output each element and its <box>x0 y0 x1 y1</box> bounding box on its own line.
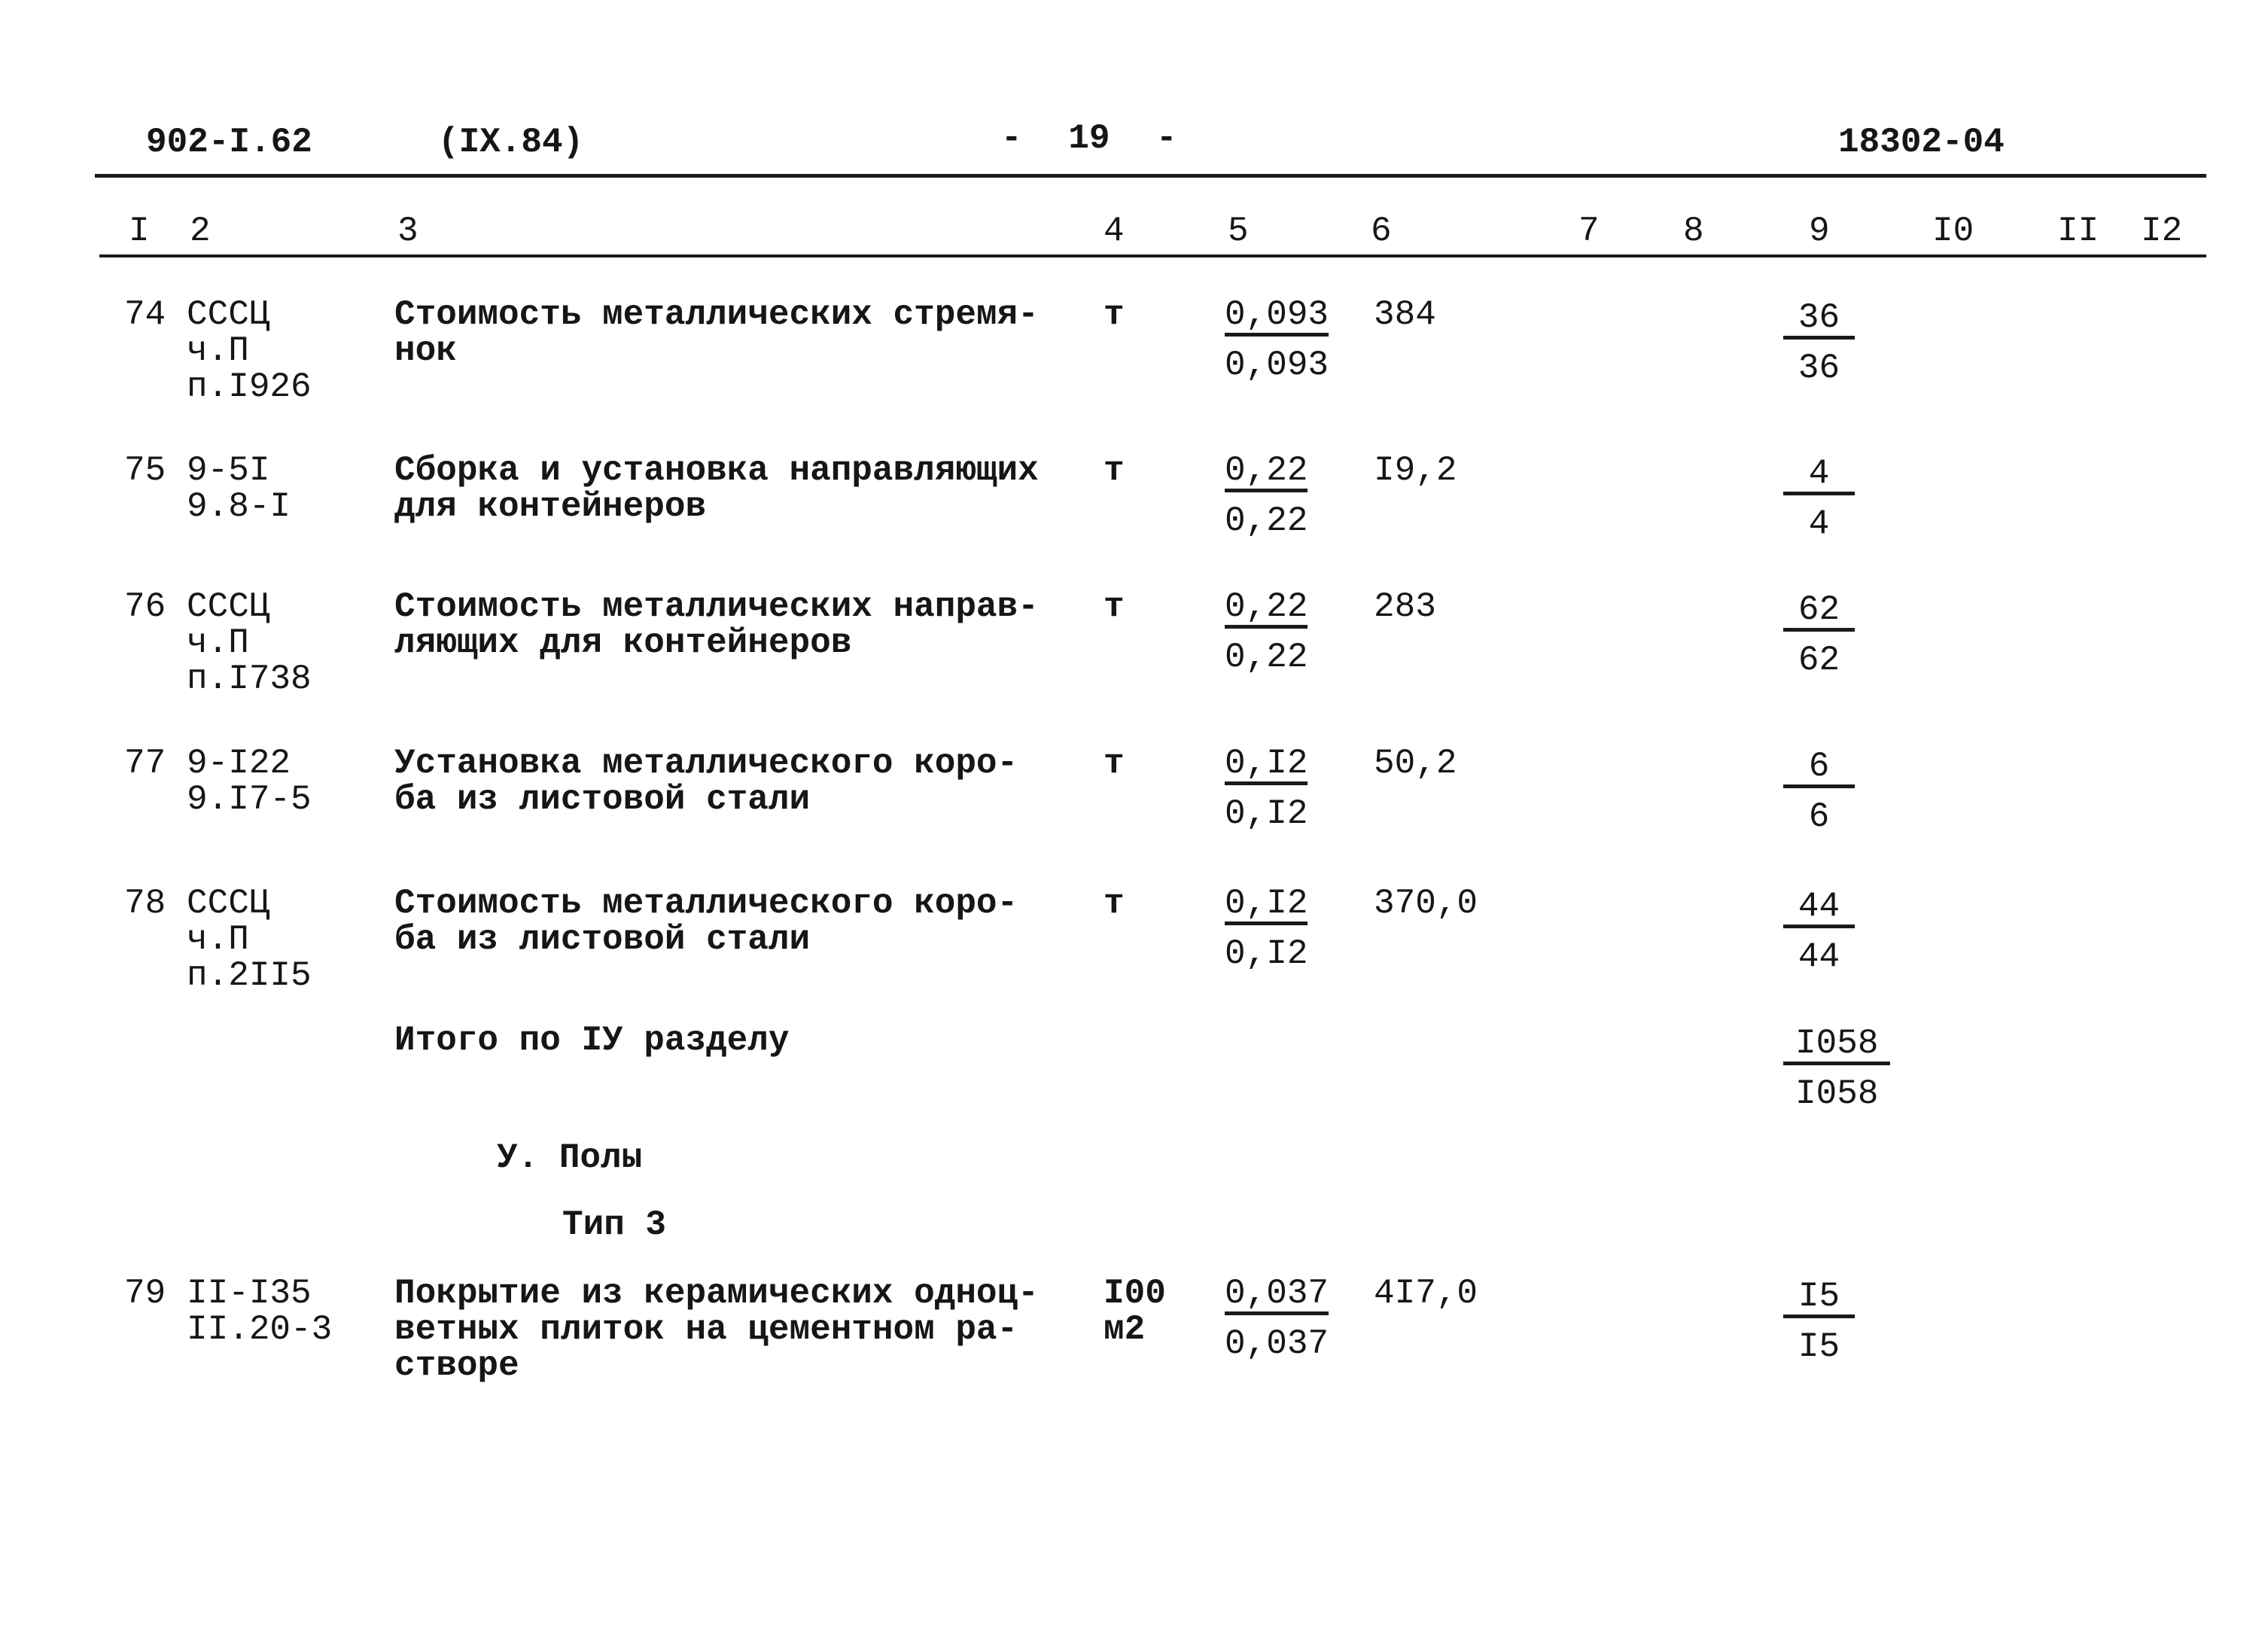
row-number: 79 <box>124 1274 166 1313</box>
description-line: Сборка и установка направляющих <box>394 451 1039 490</box>
description-line: нок <box>394 331 457 370</box>
unit <box>1104 452 1125 489</box>
quantity-bottom: 0,093 <box>1225 346 1329 385</box>
unit <box>1104 1275 1166 1348</box>
work-description <box>394 452 1039 525</box>
quantity-fraction <box>1225 589 1308 675</box>
rate-code <box>187 885 312 994</box>
cost-fraction <box>1783 748 1855 835</box>
unit-line: I00 <box>1104 1274 1166 1313</box>
unit <box>1104 745 1125 781</box>
rate-code <box>187 1275 332 1348</box>
rate-code <box>187 452 291 525</box>
unit-price: 283 <box>1374 587 1436 626</box>
total-cost <box>1783 1278 1855 1365</box>
description-line: Стоимость металлических стремя- <box>394 295 1039 334</box>
cost-fraction <box>1783 455 1855 542</box>
rate-code-line: 9-5I <box>187 451 270 490</box>
cost-top: I5 <box>1783 1278 1855 1318</box>
work-description <box>394 297 1039 369</box>
unit-price: 370,0 <box>1374 884 1478 923</box>
quantity <box>1225 589 1308 675</box>
cost-top: 4 <box>1783 455 1855 495</box>
cost-fraction <box>1783 1278 1855 1365</box>
rate-code-line: II.20-3 <box>187 1310 333 1349</box>
column-header-8: 8 <box>1683 212 1704 251</box>
quantity-fraction <box>1225 745 1308 832</box>
quantity-bottom: 0,037 <box>1225 1324 1329 1363</box>
rate-code-line: ч.П <box>187 920 249 959</box>
rate-code-line: ч.П <box>187 623 249 663</box>
cost-top: 36 <box>1783 300 1855 340</box>
section-title: У. Полы <box>497 1138 643 1177</box>
cost-top: I058 <box>1783 1025 1890 1065</box>
table-row <box>0 589 2268 702</box>
quantity-top: 0,I2 <box>1225 745 1308 785</box>
quantity <box>1225 452 1308 539</box>
row-number: 78 <box>124 884 166 923</box>
work-description <box>394 1275 1039 1384</box>
description-line: Стоимость металлического коро- <box>394 884 1018 923</box>
rate-code <box>187 745 312 818</box>
quantity-top: 0,037 <box>1225 1275 1329 1315</box>
document-code: 902-I.62 <box>146 123 312 162</box>
table-row <box>0 452 2268 565</box>
column-header-4: 4 <box>1104 212 1125 251</box>
cost-bottom: 6 <box>1808 797 1830 836</box>
description-line: ба из листовой стали <box>394 780 811 819</box>
quantity-bottom: 0,I2 <box>1225 934 1308 973</box>
cost-fraction <box>1783 1025 1890 1112</box>
cost-top: 62 <box>1783 592 1855 632</box>
unit <box>1104 297 1125 333</box>
unit-price: 384 <box>1374 295 1436 334</box>
quantity <box>1225 885 1308 972</box>
inventory-number: 18302-04 <box>1838 123 2005 162</box>
unit <box>1104 885 1125 922</box>
quantity-bottom: 0,22 <box>1225 638 1308 677</box>
description-line: для контейнеров <box>394 487 707 526</box>
unit-line: т <box>1104 451 1125 490</box>
description-line: Установка металлического коро- <box>394 744 1018 783</box>
rate-code-line: 9.8-I <box>187 487 291 526</box>
row-number: 77 <box>124 744 166 783</box>
quantity <box>1225 297 1329 383</box>
rate-code-line: 9.I7-5 <box>187 780 312 819</box>
rate-code-line: II-I35 <box>187 1274 312 1313</box>
total-cost <box>1783 888 1855 975</box>
section-total-cost <box>1783 1025 1890 1112</box>
unit <box>1104 589 1125 625</box>
cost-top: 6 <box>1783 748 1855 788</box>
section-subtitle: Тип 3 <box>562 1205 667 1244</box>
quantity-top: 0,I2 <box>1225 885 1308 925</box>
description-line: ба из листовой стали <box>394 920 811 959</box>
rate-code-line: п.2II5 <box>187 956 312 995</box>
cost-bottom: 4 <box>1808 504 1830 544</box>
section-total-row <box>0 1022 2268 1135</box>
work-description <box>394 589 1039 661</box>
rate-code <box>187 297 312 405</box>
quantity-fraction <box>1225 452 1308 539</box>
total-label-line: Итого по IУ разделу <box>394 1021 790 1060</box>
rate-code-line: ч.П <box>187 331 249 370</box>
description-line: ляющих для контейнеров <box>394 623 852 663</box>
rate-code-line: п.I926 <box>187 367 312 407</box>
rate-code <box>187 589 312 697</box>
total-cost <box>1783 300 1855 386</box>
rate-code-line: п.I738 <box>187 660 312 699</box>
cost-fraction <box>1783 592 1855 678</box>
unit-line: т <box>1104 884 1125 923</box>
rate-code-line: СССЦ <box>187 295 270 334</box>
work-description <box>394 745 1018 818</box>
cost-top: 44 <box>1783 888 1855 928</box>
row-number: 74 <box>124 295 166 334</box>
column-header-rule <box>99 254 2206 257</box>
cost-bottom: 36 <box>1798 349 1840 388</box>
quantity-bottom: 0,22 <box>1225 501 1308 541</box>
section-total-label <box>394 1022 790 1059</box>
column-header-6: 6 <box>1371 212 1392 251</box>
quantity <box>1225 745 1308 832</box>
description-line: ветных плиток на цементном ра- <box>394 1310 1018 1349</box>
column-header-10: I0 <box>1932 212 1974 251</box>
unit-line: т <box>1104 744 1125 783</box>
column-header-2: 2 <box>190 212 211 251</box>
quantity <box>1225 1275 1329 1362</box>
total-cost <box>1783 455 1855 542</box>
quantity-top: 0,22 <box>1225 452 1308 492</box>
quantity-fraction <box>1225 297 1329 383</box>
column-header-11: II <box>2057 212 2099 251</box>
work-description <box>394 885 1018 958</box>
quantity-fraction <box>1225 885 1308 972</box>
column-header-3: 3 <box>397 212 419 251</box>
header-top-rule <box>95 174 2206 178</box>
unit-line: м2 <box>1104 1310 1146 1349</box>
page-number: - 19 - <box>1001 119 1177 158</box>
row-number: 75 <box>124 451 166 490</box>
quantity-top: 0,22 <box>1225 589 1308 629</box>
unit-price: 4I7,0 <box>1374 1274 1478 1313</box>
total-cost <box>1783 592 1855 678</box>
column-header-9: 9 <box>1809 212 1830 251</box>
cost-fraction <box>1783 888 1855 975</box>
quantity-fraction <box>1225 1275 1329 1362</box>
unit-line: т <box>1104 295 1125 334</box>
cost-bottom: 62 <box>1798 641 1840 680</box>
rate-code-line: СССЦ <box>187 587 270 626</box>
description-line: Покрытие из керамических одноц- <box>394 1274 1039 1313</box>
column-header-12: I2 <box>2141 212 2183 251</box>
total-cost <box>1783 748 1855 835</box>
rate-code-line: СССЦ <box>187 884 270 923</box>
table-row <box>0 1275 2268 1388</box>
description-line: створе <box>394 1346 519 1385</box>
unit-price: I9,2 <box>1374 451 1457 490</box>
unit-line: т <box>1104 587 1125 626</box>
cost-bottom: I5 <box>1798 1327 1840 1366</box>
table-row <box>0 745 2268 858</box>
quantity-bottom: 0,I2 <box>1225 794 1308 833</box>
description-line: Стоимость металлических направ- <box>394 587 1039 626</box>
table-row <box>0 885 2268 998</box>
quantity-top: 0,093 <box>1225 297 1329 337</box>
row-number: 76 <box>124 587 166 626</box>
table-row <box>0 297 2268 410</box>
edition-date: (IX.84) <box>438 123 584 162</box>
column-header-1: I <box>129 212 150 251</box>
unit-price: 50,2 <box>1374 744 1457 783</box>
column-header-5: 5 <box>1228 212 1249 251</box>
rate-code-line: 9-I22 <box>187 744 291 783</box>
cost-fraction <box>1783 300 1855 386</box>
cost-bottom: 44 <box>1798 937 1840 976</box>
cost-bottom: I058 <box>1795 1074 1879 1113</box>
column-header-7: 7 <box>1578 212 1600 251</box>
